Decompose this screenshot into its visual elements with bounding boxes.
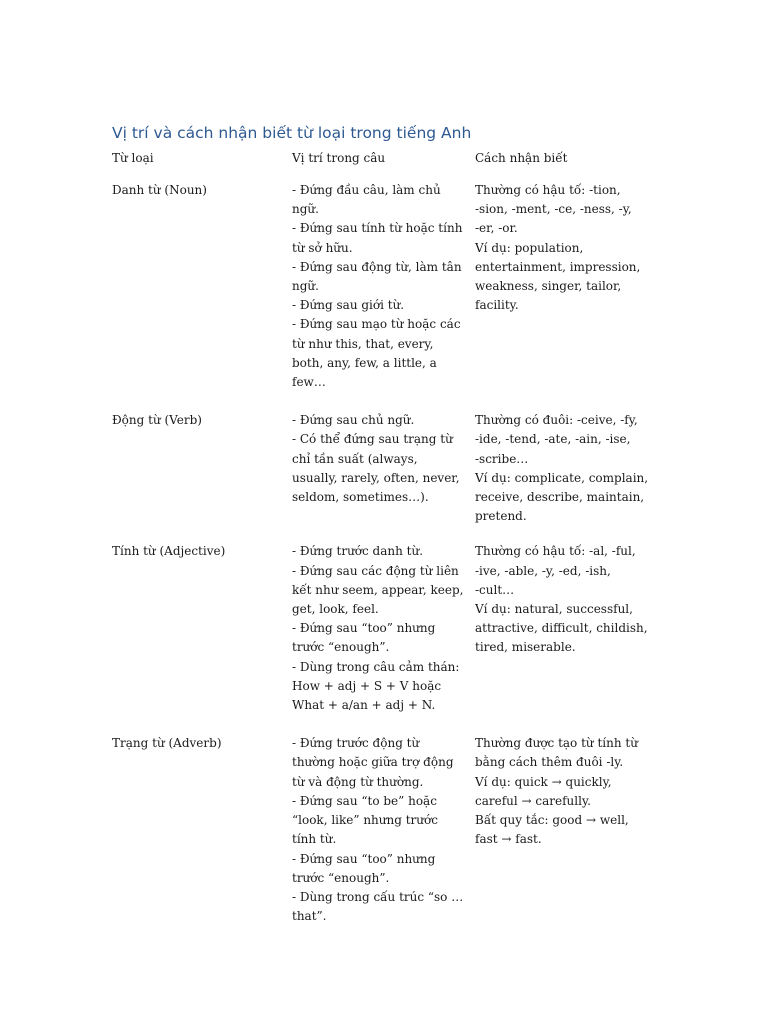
header-word-class: Từ loại — [112, 151, 154, 165]
table-row-verb — [112, 411, 652, 526]
position-cell: - Đứng đầu câu, làm chủ ngữ. - Đứng sau tính từ hoặc tính từ sở hữu. - Đứng sau động từ, làm tân ngữ. - Đứng sau giới từ. - Đứng sau mạo từ hoặc các từ như this, that, every, both, any, few, a little, a few… — [292, 183, 463, 390]
table-row-adverb — [112, 734, 652, 926]
header-identification: Cách nhận biết — [475, 151, 568, 165]
identification-cell: Thường có hậu tố: -al, -ful, -ive, -able, -y, -ed, -ish, -cult… Ví dụ: natural, successful, attractive, difficult, childish, tired, miserable. — [475, 544, 648, 655]
header-position: Vị trí trong câu — [292, 151, 386, 165]
word-class-cell: Danh từ (Noun) — [112, 183, 207, 197]
word-class-cell: Tính từ (Adjective) — [112, 544, 226, 559]
position-cell: - Đứng trước danh từ. - Đứng sau các động từ liên kết như seem, appear, keep, get, look, feel. - Đứng sau “too” nhưng trước “enough”. - Dùng trong câu cảm thán: How + adj + S + V hoặc What + a/an + adj + N. — [292, 544, 464, 713]
table-row-adjective — [112, 542, 652, 715]
position-cell: - Đứng trước động từ thường hoặc giữa trợ động từ và động từ thường. - Đứng sau “to be” hoặc “look, like” nhưng trước tính từ. - Đứng sau “too” nhưng trước “enough”. - Dùng trong cấu trúc “so … that”. — [292, 736, 464, 924]
identification-cell: Thường có đuôi: -ceive, -fy, -ide, -tend, -ate, -ain, -ise, -scribe… Ví dụ: complicate, complain, receive, describe, maintain, pretend. — [475, 413, 649, 524]
word-class-cell: Trạng từ (Adverb) — [112, 736, 222, 751]
word-class-table — [112, 149, 652, 926]
identification-cell: Thường được tạo từ tính từ bằng cách thêm đuôi -ly. Ví dụ: quick → quickly, careful → carefully. Bất quy tắc: good → well, fast → fast. — [475, 736, 638, 847]
table-header-row — [112, 149, 652, 181]
word-class-cell: Động từ (Verb) — [112, 413, 202, 428]
identification-cell: Thường có hậu tố: -tion, -sion, -ment, -ce, -ness, -y, -er, -or. Ví dụ: population, entertainment, impression, weakness, singer, tailor, facility. — [475, 183, 641, 313]
position-cell: - Đứng sau chủ ngữ. - Có thể đứng sau trạng từ chỉ tần suất (always, usually, rarely, often, never, seldom, sometimes…). — [292, 413, 460, 505]
table-row-noun — [112, 181, 652, 392]
document-title: Vị trí và cách nhận biết từ loại trong tiếng Anh — [112, 124, 472, 142]
